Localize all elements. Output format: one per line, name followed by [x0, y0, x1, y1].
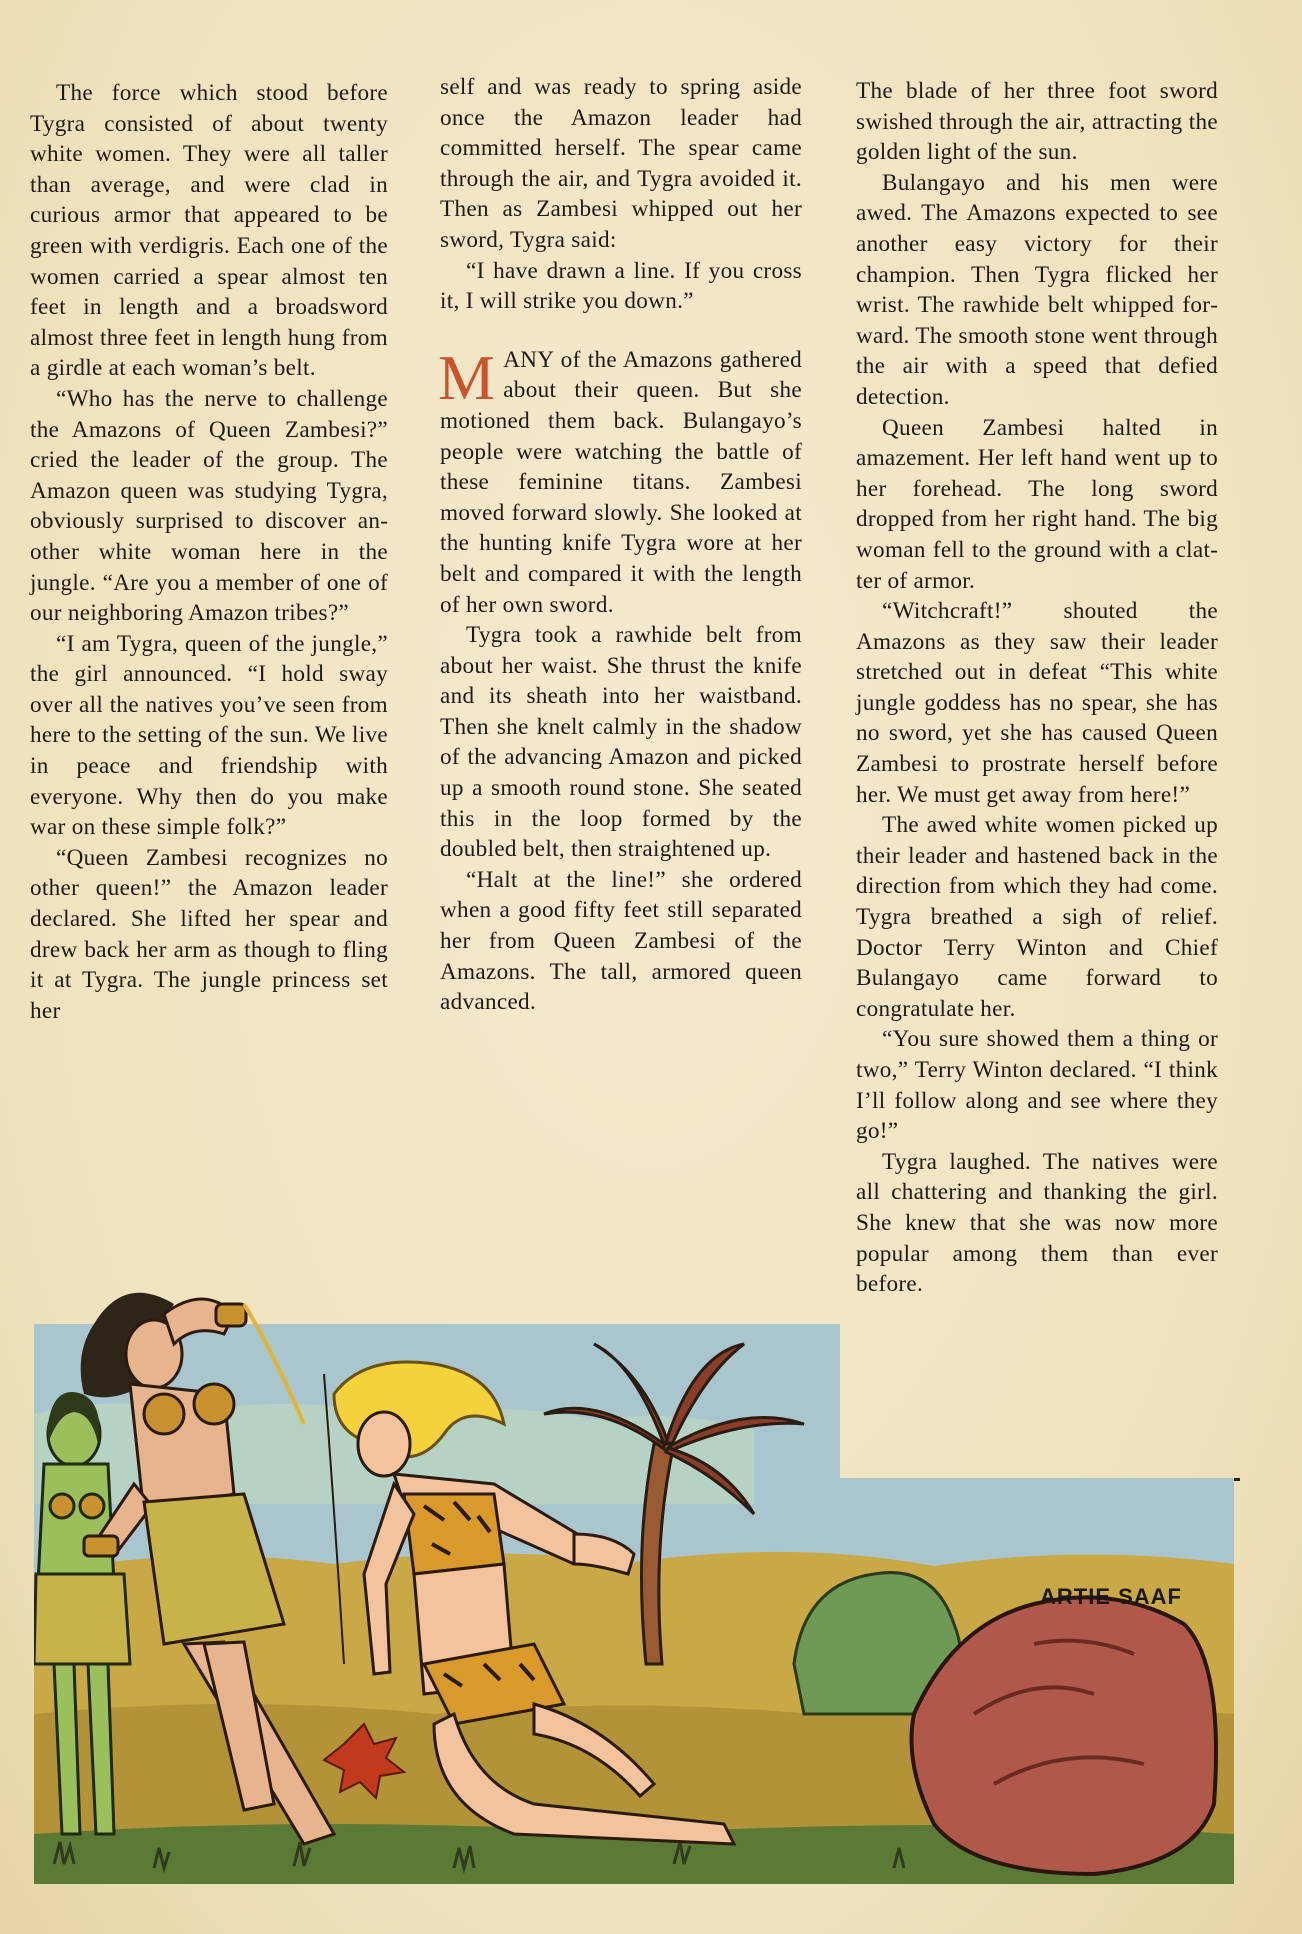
paragraph: Queen Zambesi halted in amazement. Her left hand went up to her forehead. The long sword dropped from her right hand. The big woman fell to the ground with a clatter of armor. [856, 414, 1218, 594]
paragraph: self and was ready to spring aside once the Amazon leader had committed herself. The spear came through the air, and Tygra avoided it. Then as Zambesi whipped out her sword, Tygra said: [440, 74, 802, 253]
paragraph: “Witchcraft!” shouted the Amazons as they saw their leader stretched out in defeat “This white jungle goddess has no spear, she has no sword, yet she has caused Queen Zambesi to prostrate herself before her. We must get away from here!” [856, 598, 1218, 808]
paragraph: “I have drawn a line. If you cross it, I will strike you down.” [440, 257, 802, 315]
dropcap-paragraph-text: ANY of the Amazons gathered about their queen. But she motioned them back. Bulangayo’s people were watching the battle of these feminine titans. Zambesi moved forward slowly. She looked at the hunting knife Tygra wore at her belt and compared it with the length of her own sword. [440, 346, 802, 618]
section-gap [440, 317, 802, 345]
paragraph: The blade of her three foot sword swished through the air, attracting the golden light of the sun. [856, 78, 1218, 166]
paragraph: Tygra laughed. The natives were all chattering and thanking the girl. She knew that she was now more popular among them than ever before. [856, 1148, 1218, 1298]
text-column-2 [440, 72, 802, 1018]
paragraph: Tygra took a rawhide belt from about her waist. She thrust the knife and its sheath into her waistband. Then she knelt calmly in the shadow of the advancing Amazon and picked up a smooth round stone. She seated this in the loop formed by the doubled belt, then straightened up. [440, 622, 802, 863]
paragraph: “You sure showed them a thing or two,” Terry Winton declared. “I think I’ll follow along and see where they go!” [856, 1026, 1218, 1145]
illustration-svg [34, 1244, 1234, 1884]
paragraph: “Queen Zambesi recognizes no other queen!” the Amazon leader declared. She lifted her spear and drew back her arm as though to fling it at Tygra. The jungle princess set her [30, 844, 388, 1024]
text-column-1 [30, 78, 388, 1026]
paragraph: “I am Tygra, queen of the jungle,” the girl announced. “I hold sway over all the natives you’ve seen from here to the setting of the sun. We live in peace and friendship with everyone. Why then do you make war on these simple folk?” [30, 630, 388, 841]
paragraph: Bulangayo and his men were awed. The Amazons expected to see another easy victory for their champion. Then Tygra flicked her wrist. The rawhide belt whipped forward. The smooth stone went through the air with a speed that defied detection. [856, 169, 1218, 410]
dropcap-paragraph [438, 341, 802, 620]
paragraph: The force which stood before Tygra consisted of about twenty white women. They were all taller than average, and were clad in curious armor that appeared to be green with verdigris. Each one of the women carried a spear almost ten feet in length and a broadsword almost three feet in length hung from a girdle at each woman’s belt. [30, 80, 388, 382]
paragraph: “Who has the nerve to challenge the Amazons of Queen Zambesi?” cried the leader of the group. The Amazon queen was studying Tygra, obviously surprised to discover another white woman here in the jungle. “Are you a member of one of our neighboring Amazon tribes?” [30, 385, 388, 627]
paragraph: “Halt at the line!” she ordered when a good fifty feet still separated her from Queen Zambesi of the Amazons. The tall, armored queen advanced. [440, 866, 802, 1016]
drop-cap-letter: M [438, 341, 496, 413]
artist-signature: ARTIE SAAF [1040, 1584, 1182, 1609]
text-column-3 [856, 76, 1218, 1300]
comic-illustration [34, 1244, 1234, 1884]
paragraph: The awed white women picked up their leader and hastened back in the direction from which they had come. Tygra breathed a sigh of relief. Doctor Terry Winton and Chief Bulangayo came forward to congratulate her. [856, 812, 1218, 1022]
